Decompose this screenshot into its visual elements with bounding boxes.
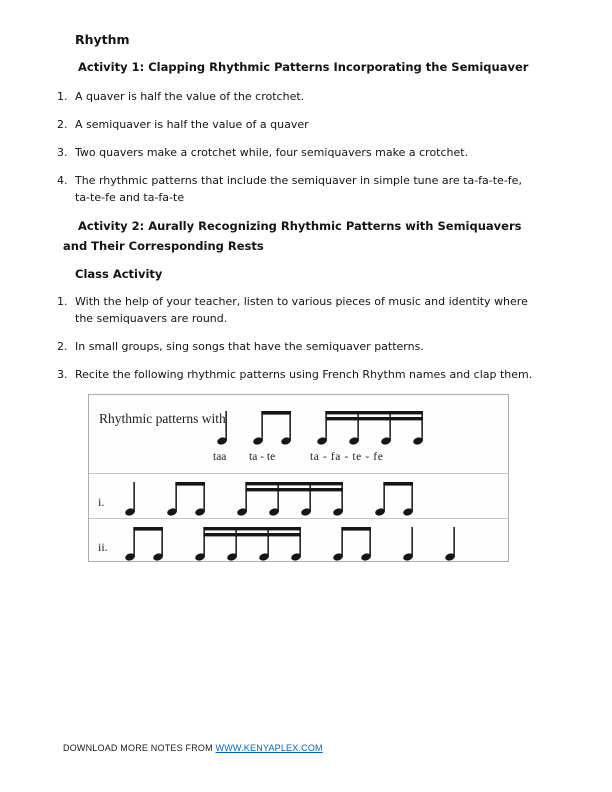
list-item-text: With the help of your teacher, listen to various pieces of music and identity where the semiquavers are round. bbox=[75, 294, 528, 325]
quarter-note-group bbox=[402, 527, 413, 562]
row-i-label: i. bbox=[98, 494, 105, 509]
activity2-list bbox=[57, 293, 542, 383]
syllable-label-taa: taa bbox=[213, 450, 227, 463]
activity2-heading: Activity 2: Aurally Recognizing Rhythmic Patterns with Semiquavers and Their Corresponding Rests bbox=[63, 219, 522, 254]
list-item-text: Recite the following rhythmic patterns using French Rhythm names and clap them. bbox=[75, 367, 533, 381]
activity1-list bbox=[57, 88, 542, 206]
list-item bbox=[57, 338, 542, 355]
syllable-label-ta-te: ta - te bbox=[249, 450, 276, 463]
sixteenth-four-note-group bbox=[236, 482, 343, 517]
sixteenth-four-note-group bbox=[316, 411, 423, 446]
activity1-heading: Activity 1: Clapping Rhythmic Patterns Incorporating the Semiquaver bbox=[78, 60, 529, 74]
row-ii-label: ii. bbox=[98, 539, 108, 554]
eighth-pair-note-group bbox=[332, 527, 371, 562]
list-item-text: Two quavers make a crotchet while, four semiquavers make a crotchet. bbox=[75, 146, 469, 160]
footer-text: DOWNLOAD MORE NOTES FROM bbox=[63, 743, 216, 753]
list-item bbox=[57, 144, 542, 161]
list-item-text: The rhythmic patterns that include the semiquaver in simple tune are ta-fa-te-fe, ta-te-fe and ta-fa-te bbox=[75, 174, 522, 205]
kenyaplex-link[interactable]: WWW.KENYAPLEX.COM bbox=[215, 743, 323, 753]
list-item bbox=[57, 88, 542, 105]
list-item-number: 2. bbox=[57, 118, 68, 132]
list-item bbox=[57, 116, 542, 133]
eighth-pair-note-group bbox=[374, 482, 413, 517]
row-0-notes-svg bbox=[113, 476, 493, 518]
list-item-text: In small groups, sing songs that have the semiquaver patterns. bbox=[75, 339, 424, 353]
eighth-pair-note-group bbox=[252, 411, 291, 446]
list-item-number: 1. bbox=[57, 294, 68, 308]
page-title: Rhythm bbox=[75, 32, 130, 47]
list-item-number: 3. bbox=[57, 146, 68, 160]
quarter-note-group bbox=[217, 411, 228, 446]
list-item bbox=[57, 293, 542, 327]
quarter-note-group bbox=[444, 527, 455, 562]
eighth-pair-note-group bbox=[166, 482, 205, 517]
row-1-notes-svg bbox=[113, 521, 493, 563]
list-item-number: 4. bbox=[57, 174, 68, 188]
eighth-pair-note-group bbox=[124, 527, 163, 562]
list-item bbox=[57, 172, 542, 206]
rhythm-notation-figure bbox=[88, 394, 509, 562]
page-footer bbox=[63, 743, 323, 753]
list-item-number: 1. bbox=[57, 90, 68, 104]
top-notes-svg bbox=[217, 401, 457, 449]
list-item-number: 3. bbox=[57, 367, 68, 381]
list-item-number: 2. bbox=[57, 339, 68, 353]
quarter-note-group bbox=[124, 482, 135, 517]
sixteenth-four-note-group bbox=[194, 527, 301, 562]
class-activity-subheading: Class Activity bbox=[75, 266, 163, 281]
rhythm-row-ii bbox=[89, 518, 508, 563]
list-item-text: A quaver is half the value of the crotchet. bbox=[75, 90, 305, 104]
list-item bbox=[57, 366, 542, 383]
list-item-text: A semiquaver is half the value of a quaver bbox=[75, 118, 309, 132]
notation-caption: Rhythmic patterns with bbox=[99, 410, 226, 426]
syllable-label-ta-fa-te-fe: ta - fa - te - fe bbox=[310, 450, 384, 463]
rhythm-row-i bbox=[89, 473, 508, 518]
